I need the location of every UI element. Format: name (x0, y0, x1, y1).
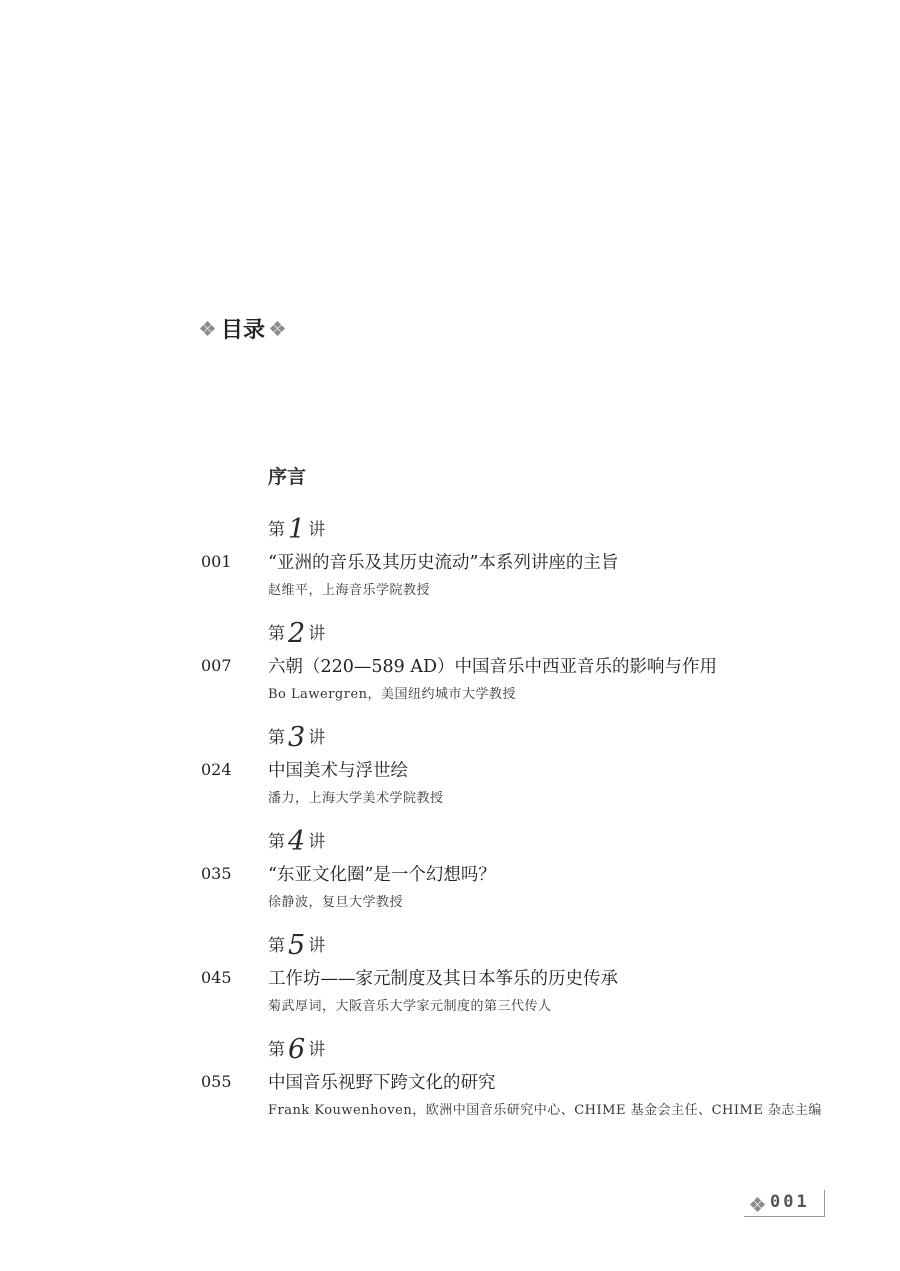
preface-entry[interactable]: 序言 (268, 466, 307, 488)
lecture-author: 潘力，上海大学美术学院教授 (268, 791, 444, 806)
diamond-ornament-icon (751, 1198, 765, 1212)
lecture-author: 菊武厚词，大阪音乐大学家元制度的第三代传人 (268, 999, 552, 1014)
page-footer (744, 1190, 825, 1217)
lecture-number: 第 5 讲 (268, 930, 326, 961)
lecture-number: 第 4 讲 (268, 826, 326, 857)
lecture-title[interactable]: 六朝（220—589 AD）中国音乐中西亚音乐的影响与作用 (268, 657, 718, 677)
diamond-ornament-icon (201, 322, 215, 336)
lecture-author: 赵维平，上海音乐学院教授 (268, 583, 431, 598)
page-number: 045 (201, 968, 232, 987)
lecture-number: 第 2 讲 (268, 618, 326, 649)
lecture-author: Bo Lawergren，美国纽约城市大学教授 (268, 687, 517, 702)
lecture-number: 第 1 讲 (268, 514, 326, 545)
diamond-ornament-icon (271, 322, 285, 336)
lecture-title[interactable]: 中国美术与浮世绘 (268, 761, 408, 781)
page-number: 024 (201, 760, 232, 779)
toc-title: 目录 (221, 318, 266, 343)
lecture-number: 第 3 讲 (268, 722, 326, 753)
page-number: 001 (201, 552, 232, 571)
toc-heading (201, 313, 285, 344)
lecture-author: 徐静波，复旦大学教授 (268, 895, 404, 910)
lecture-title[interactable]: 工作坊——家元制度及其日本筝乐的历史传承 (268, 969, 618, 989)
lecture-title[interactable]: “东亚文化圈”是一个幻想吗？ (268, 865, 496, 885)
footer-page-number: 001 (770, 1192, 810, 1212)
lecture-title[interactable]: “亚洲的音乐及其历史流动”本系列讲座的主旨 (268, 553, 619, 573)
lecture-author: Frank Kouwenhoven，欧洲中国音乐研究中心、CHIME 基金会主任、CHIME 杂志主编 (268, 1103, 822, 1118)
page-number: 055 (201, 1072, 232, 1091)
lecture-number: 第 6 讲 (268, 1034, 326, 1065)
page-number: 035 (201, 864, 232, 883)
lecture-title[interactable]: 中国音乐视野下跨文化的研究 (268, 1073, 496, 1093)
page-number: 007 (201, 656, 232, 675)
